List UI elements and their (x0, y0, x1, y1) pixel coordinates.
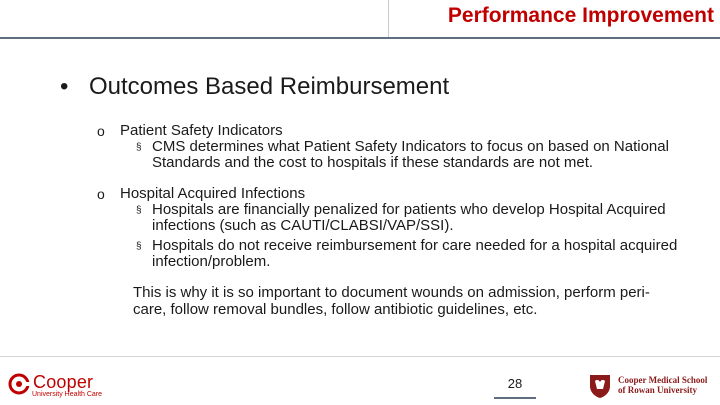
cooper-logo-icon (8, 373, 30, 395)
cms-logo-text (618, 375, 707, 395)
summary-note: This is why it is so important to document wounds on admission, perform peri-care, follow removal bundles, follow antibiotic guidelines, etc. (133, 284, 650, 318)
list-item-text: CMS determines what Patient Safety Indicators to focus on based on National Standards and the cost to hospitals if these standards are not met. (152, 138, 669, 171)
cooper-logo-name: Cooper (33, 372, 94, 392)
cms-logo (588, 373, 718, 401)
item-marker: § (136, 241, 142, 252)
main-bullet-text: Outcomes Based Reimbursement (89, 73, 450, 100)
slide-content (60, 73, 680, 318)
item-marker: § (136, 205, 142, 216)
cooper-logo (8, 372, 108, 402)
list-item-text: Hospitals do not receive reimbursement for care needed for a hospital acquired infection/problem. (152, 237, 678, 270)
sub-bullet-marker: o (97, 186, 105, 202)
list-item-text: Hospitals are financially penalized for patients who develop Hospital Acquired infections (such as CAUTI/CLABSI/VAP/SSI). (152, 201, 666, 234)
footer (0, 356, 720, 405)
cms-shield-icon (588, 373, 612, 399)
main-bullet (60, 73, 680, 101)
page-number-underline (494, 397, 536, 399)
list-item (136, 238, 680, 270)
footer-divider (0, 356, 720, 357)
page-number: 28 (507, 376, 523, 391)
section-heading-patient-safety (97, 123, 680, 139)
section-heading-text: Hospital Acquired Infections (120, 185, 306, 202)
sub-bullet-marker: o (97, 123, 105, 139)
slide-title: Performance Improvement (447, 4, 714, 27)
section-heading-hospital-acquired (97, 186, 680, 202)
cooper-logo-subtitle: University Health Care (32, 391, 103, 398)
item-marker: § (136, 142, 142, 153)
list-item (136, 139, 680, 171)
title-accent-line (388, 0, 389, 37)
cms-logo-line1: Cooper Medical School (618, 375, 708, 385)
cms-logo-line2: of Rowan University (618, 385, 697, 395)
list-item (136, 202, 680, 234)
section-heading-text: Patient Safety Indicators (120, 122, 283, 139)
title-bar (0, 0, 720, 39)
bullet-marker: • (60, 73, 69, 100)
